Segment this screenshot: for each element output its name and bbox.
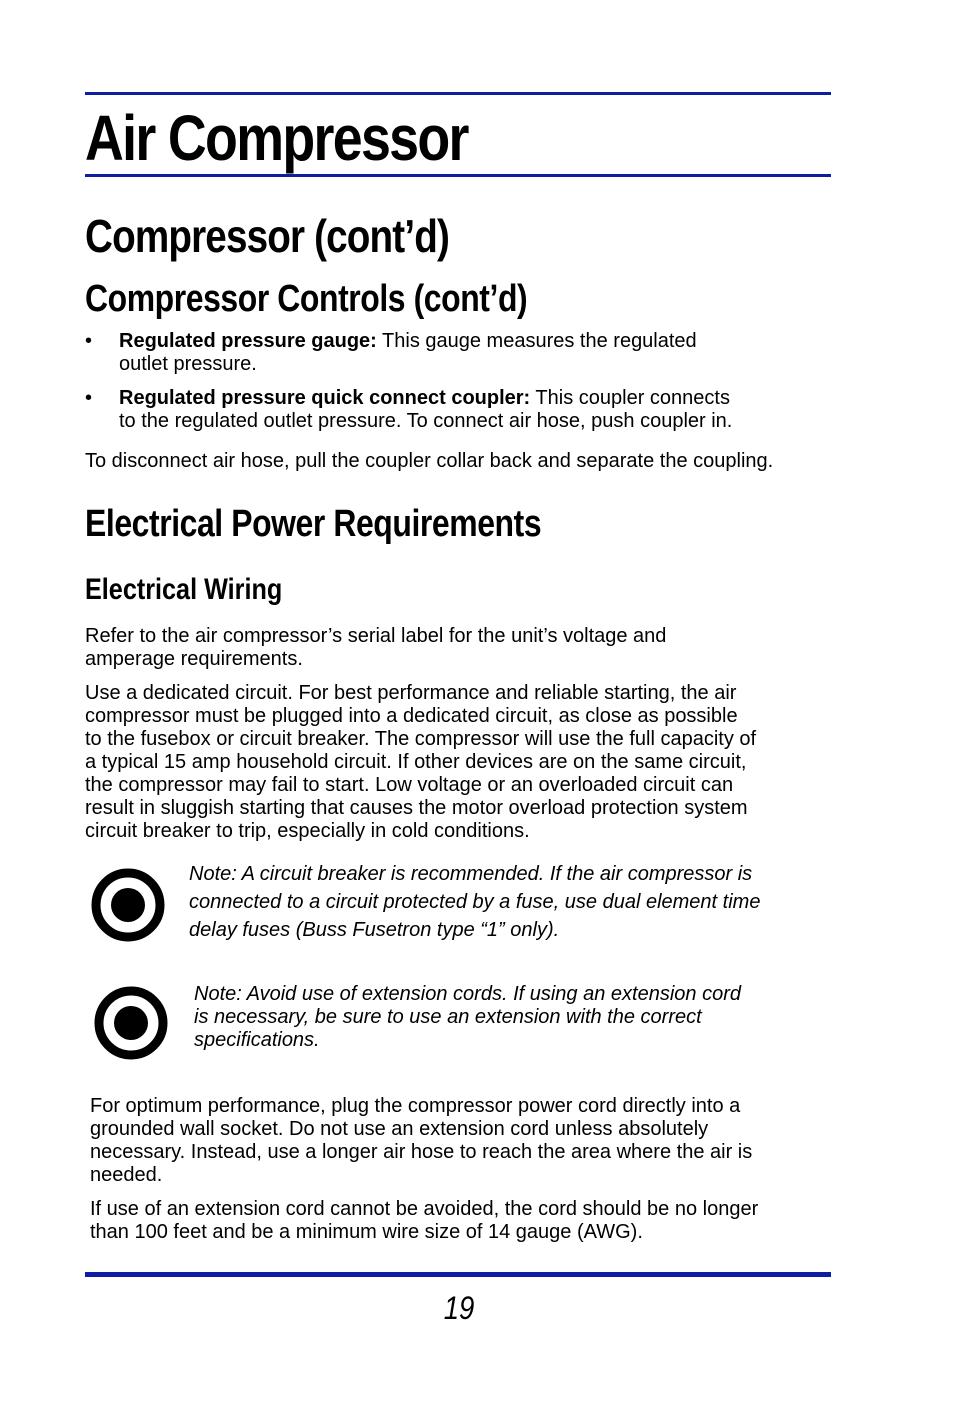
paragraph-line: grounded wall socket. Do not use an extension cord unless absolutely [90,1118,709,1140]
bullet-marker: • [85,387,93,409]
top-rule [85,92,831,95]
paragraph-line: result in sluggish starting that causes the motor overload protection system [85,797,748,819]
note-line: delay fuses (Buss Fusetron type “1” only). [189,919,560,941]
electrical-heading: Electrical Power Requirements [85,503,542,545]
note-line: Note: A circuit breaker is recommended. If the air compressor is [189,863,753,885]
note-line: is necessary, be sure to use an extension with the correct [194,1006,702,1028]
note-line: connected to a circuit protected by a fuse, use dual element time [189,891,761,913]
paragraph-line: compressor must be plugged into a dedicated circuit, as close as possible [85,705,738,727]
bullet-text: This gauge measures the regulated [376,330,697,352]
section-heading: Compressor (cont’d) [85,210,450,262]
page-title: Air Compressor [85,102,468,174]
bullet-term: Regulated pressure gauge: [119,330,377,352]
target-icon [89,866,167,944]
paragraph-line: Refer to the air compressor’s serial label for the unit’s voltage and [85,625,667,647]
circuit-breaker-note [189,860,760,944]
paragraph-line: a typical 15 amp household circuit. If other devices are on the same circuit, [85,751,747,773]
extension-cord-spec-paragraph [90,1198,758,1244]
bullet-term: Regulated pressure quick connect coupler: [119,387,531,409]
bullet-item-quick-connect-coupler [119,387,732,433]
paragraph-line: to the fusebox or circuit breaker. The compressor will use the full capacity of [85,728,757,750]
paragraph-line: needed. [90,1164,163,1186]
note-line: Note: Avoid use of extension cords. If using an extension cord [194,983,741,1005]
note-line: specifications. [194,1029,320,1051]
dedicated-circuit-paragraph [85,682,756,843]
paragraph-line: necessary. Instead, use a longer air hose to reach the area where the air is [90,1141,753,1163]
title-underline-rule [85,174,831,177]
paragraph-line: If use of an extension cord cannot be avoided, the cord should be no longer [90,1198,759,1220]
page-number: 19 [443,1290,475,1326]
electrical-wiring-heading: Electrical Wiring [85,573,283,606]
bullet-item-pressure-gauge [119,330,697,376]
paragraph-line: than 100 feet and be a minimum wire size of 14 gauge (AWG). [90,1221,643,1243]
target-icon [92,984,170,1062]
paragraph-line: circuit breaker to trip, especially in cold conditions. [85,820,530,842]
bullet-text-continued: outlet pressure. [119,353,257,375]
bullet-marker: • [85,330,93,352]
paragraph-line: Use a dedicated circuit. For best performance and reliable starting, the air [85,682,737,704]
paragraph-line: amperage requirements. [85,648,303,670]
paragraph-line: the compressor may fail to start. Low voltage or an overloaded circuit can [85,774,734,796]
disconnect-instruction: To disconnect air hose, pull the coupler collar back and separate the coupling. [85,450,774,472]
optimum-performance-paragraph [90,1095,752,1187]
subsection-heading: Compressor Controls (cont’d) [85,278,528,320]
serial-label-paragraph [85,625,666,671]
bullet-text-continued: to the regulated outlet pressure. To connect air hose, push coupler in. [119,410,733,432]
paragraph-line: For optimum performance, plug the compressor power cord directly into a [90,1095,741,1117]
footer-rule [85,1272,831,1277]
bullet-text: This coupler connects [530,387,730,409]
extension-cord-note [194,983,741,1052]
